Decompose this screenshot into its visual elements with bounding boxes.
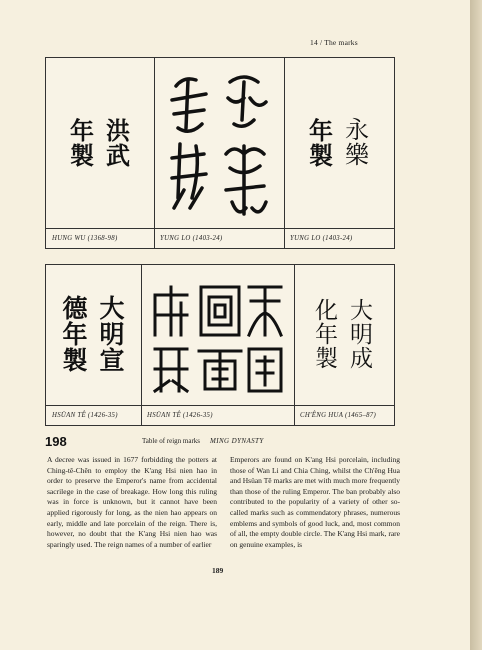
- mark-caption: HSÜAN TÊ (1426-35): [141, 405, 294, 425]
- mark-character: 明: [99, 319, 125, 349]
- mark-character: 明: [350, 321, 373, 348]
- reign-marks-table-top: [45, 57, 395, 249]
- mark-caption: YUNG LO (1403-24): [284, 228, 394, 248]
- mark-caption: HUNG WU (1368-98): [46, 228, 154, 248]
- mark-character: 德: [62, 293, 88, 323]
- reign-marks-table-bottom: [45, 264, 395, 426]
- mark-cell-hung-wu: [46, 58, 155, 248]
- mark-character: 武: [106, 141, 130, 170]
- seal-script-mark-yung-lo: [154, 58, 284, 228]
- mark-character: 宣: [99, 346, 125, 376]
- figure-number: 198: [45, 434, 67, 449]
- mark-character: 洪: [106, 115, 130, 145]
- mark-caption: CH'ÊNG HUA (1465–87): [294, 405, 394, 425]
- mark-character: 年: [315, 321, 338, 348]
- figure-caption: [45, 434, 395, 450]
- mark-cell-cheng-hua: [294, 265, 394, 425]
- seal-script-mark-hsuan-te: [141, 265, 294, 405]
- mark-character: 大: [350, 297, 373, 324]
- body-text-left-column: A decree was issued in 1677 forbidding the potters at Ching-tê-Chên to employ the K'ang Hsi nien hao in order to preserve the Emperor's name from accidental sacrilege in the case of breakage. How long this ruling was in force is unknown, but it cannot have been applied rigorously for long, as the nien hao appears on early, middle and late porcelain of the reign. There is, however, no doubt that the K'ang Hsi nien hao was sparingly used. The reign names of a number of earlier: [47, 455, 217, 549]
- mark-character: 大: [99, 293, 125, 323]
- mark-character: 製: [309, 141, 333, 170]
- mark-character: 成: [350, 346, 373, 373]
- mark-character: 化: [315, 297, 338, 324]
- mark-cell-hsuan-te: [46, 265, 142, 425]
- mark-caption: YUNG LO (1403-24): [154, 228, 284, 248]
- mark-character: 製: [70, 141, 94, 170]
- mark-character: 年: [309, 115, 333, 145]
- mark-character: 年: [70, 115, 94, 145]
- mark-character: 年: [62, 319, 88, 349]
- book-gutter: [470, 0, 482, 650]
- mark-character: 製: [62, 346, 88, 376]
- mark-character: 永: [345, 115, 369, 144]
- body-text-right-column: Emperors are found on K'ang Hsi porcelain, including those of Wan Li and Chia Ching, whilst the Ch'êng Hua and Hsüan Tê marks are met with much more frequently than those of the ruling Emperor. The ban probably also contributed to the popularity of a variety of other so-called marks such as commendatory phrases, numerous emblems and symbols of good luck, and, most common of all, the empty double circle. The K'ang Hsi mark, rare on genuine examples, is: [230, 455, 400, 549]
- running-header: 14 / The marks: [310, 38, 358, 47]
- figure-dynasty: MING DYNASTY: [210, 437, 264, 445]
- mark-character: 製: [315, 346, 338, 373]
- mark-character: 樂: [345, 141, 369, 169]
- page-number: 189: [212, 566, 224, 575]
- mark-cell-hsuan-te-seal: [141, 265, 295, 425]
- mark-cell-yung-lo-seal: [154, 58, 285, 248]
- mark-cell-yung-lo: [284, 58, 394, 248]
- mark-caption: HSÜAN TÊ (1426-35): [46, 405, 141, 425]
- figure-title: Table of reign marks: [142, 437, 201, 445]
